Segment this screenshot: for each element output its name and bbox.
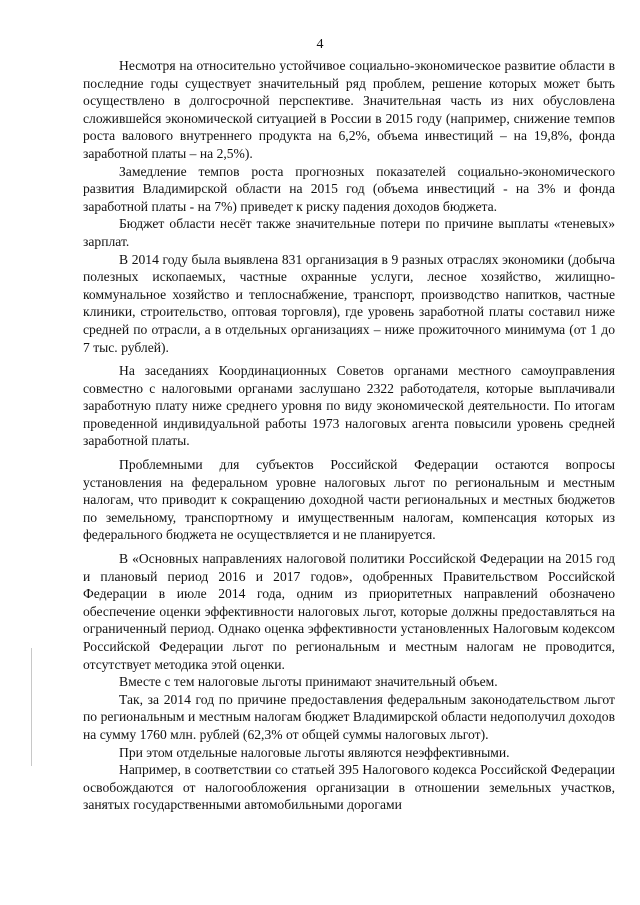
body-text (83, 57, 615, 814)
paragraph-slowdown-forecast: Замедление темпов роста прогнозных показателей социально-экономического развития Владимирской области на 2015 год (объема инвестиций - на 3% и фонда заработной платы - на 7%) приведет к риску падения доходов бюджета. (83, 163, 615, 214)
paragraph-benefits-volume: Вместе с тем налоговые льготы принимают значительный объем. (119, 674, 498, 690)
scan-margin-mark (31, 648, 32, 766)
paragraph-organizations-2014: В 2014 году была выявлена 831 организация в 9 разных отраслях экономики (добыча полезных ископаемых, частные охранные услуги, лесное хозяйство, жилищно-коммунальное хозяйство и теплоснабжение, транспорт, производство напитков, частные клиники, строительство, оптовая торговля), где уровень заработной платы составил ниже средней по отрасли, а в отдельных организациях – ниже прожиточного минимума (от 1 до 7 тыс. рублей). (83, 251, 615, 355)
paragraph-lost-revenue-2014: Так, за 2014 год по причине предоставления федеральным законодательством льгот по региональным и местным налогам бюджет Владимирской области недополучил доходов на сумму 1760 млн. рублей (62,3% от общей суммы налоговых льгот). (83, 691, 615, 742)
paragraph-shadow-wages: Бюджет области несёт также значительные потери по причине выплаты «теневых» зарплат. (83, 216, 615, 249)
paragraph-article-395: Например, в соответствии со статьей 395 Налогового кодекса Российской Федерации освобождаются от налогообложения организации в отношении земельных участков, занятых государственными автомобильными дорогами (83, 762, 615, 813)
paragraph-ineffective-benefits: При этом отдельные налоговые льготы являются неэффективными. (119, 744, 510, 760)
paragraph-economic-situation: Несмотря на относительно устойчивое социально-экономическое развитие области в последние годы существует значительный ряд проблем, решение которых может быть осуществлено в долгосрочной перспективе. Значительная часть из них обусловлена сложившейся экономической ситуацией в России в 2015 году (например, снижение темпов роста валового внутреннего продукта на 6,2%, объема инвестиций – на 19,8%, фонда заработной платы – на 2,5%). (83, 58, 615, 161)
paragraph-tax-policy-directions: В «Основных направлениях налоговой политики Российской Федерации на 2015 год и плановый период 2016 и 2017 годов», одобренных Правительством Российской Федерации в июле 2014 года, одним из приоритетных направлений обозначено обеспечение оценки эффективности налоговых льгот, которые должны предоставляться на ограниченный период. Однако оценка эффективности установленных Налоговым кодексом Российской Федерации льгот по региональным и местным налогам не проводится, отсутствует методика этой оценки. (83, 551, 615, 672)
page-number: 4 (316, 37, 324, 52)
paragraph-coordination-councils: На заседаниях Координационных Советов органами местного самоуправления совместно с налоговыми органами заслушано 2322 работодателя, которые выплачивали заработную плату ниже среднего уровня по виду экономической деятельности. По итогам проведенной индивидуальной работы 1973 налоговых агента повысили уровень средней заработной платы. (83, 363, 615, 449)
paragraph-federal-benefits-problem: Проблемными для субъектов Российской Федерации остаются вопросы установления на федеральном уровне налоговых льгот по региональным и местным налогам, что приводит к сокращению доходной части региональных и местных бюджетов по земельному, транспортному и имущественным налогам, компенсация которых из федерального бюджета не осуществляется и не планируется. (83, 457, 615, 543)
